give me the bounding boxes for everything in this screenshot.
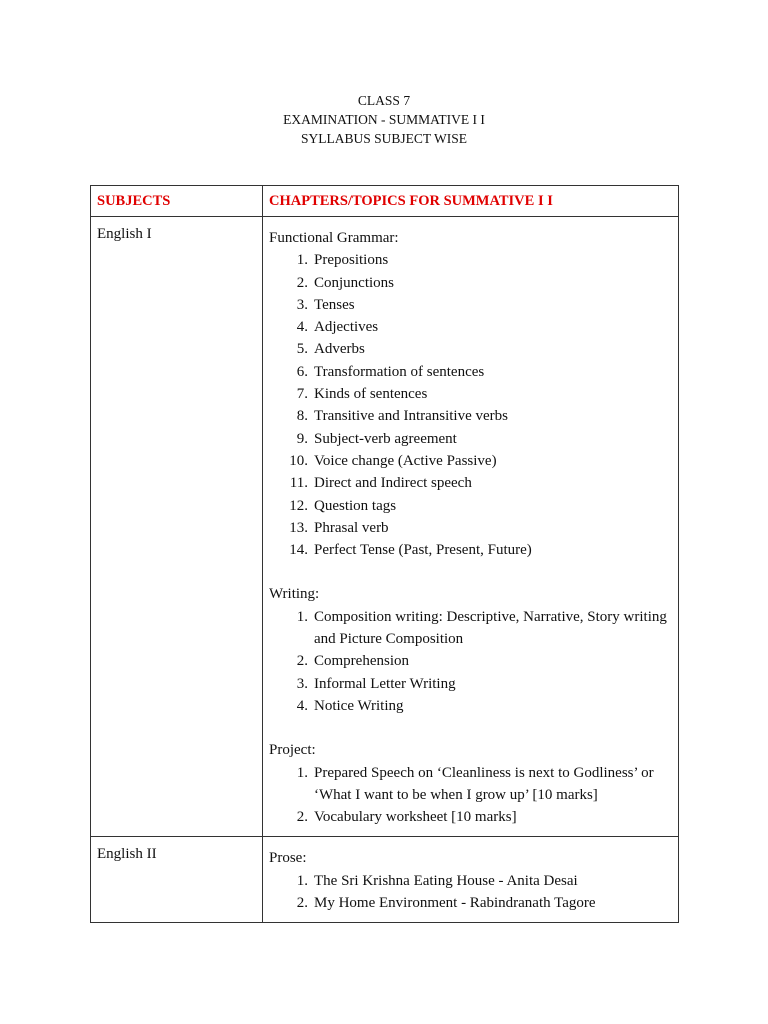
item-number: 1. [296, 252, 308, 269]
list-item [269, 673, 678, 695]
item-text: Voice change (Active Passive) [314, 452, 497, 469]
list-item [269, 405, 678, 427]
item-text: Composition writing: Descriptive, Narrative, Story writing and Picture Composition [314, 608, 667, 648]
section-title: Prose: [269, 850, 307, 867]
item-text: Vocabulary worksheet [10 marks] [314, 809, 517, 826]
list-item [269, 517, 678, 539]
item-text: Adverbs [314, 341, 365, 358]
subject-cell: English II [91, 837, 263, 923]
item-text: Prepositions [314, 252, 389, 269]
list-item [269, 606, 678, 651]
section-title: Writing: [269, 586, 320, 603]
table-row [91, 837, 679, 923]
list-item [269, 361, 678, 383]
list-item [269, 695, 678, 717]
list-item [269, 338, 678, 360]
item-text: Informal Letter Writing [314, 675, 456, 692]
item-number: 2. [296, 895, 308, 912]
list-item [269, 870, 678, 892]
item-number: 6. [296, 363, 308, 380]
item-text: Conjunctions [314, 274, 395, 291]
item-number: 4. [296, 697, 308, 714]
item-text: Kinds of sentences [314, 386, 428, 403]
section-spacer [269, 561, 678, 583]
item-text: Notice Writing [314, 697, 404, 714]
list-item [269, 272, 678, 294]
item-number: 1. [296, 872, 308, 889]
item-number: 2. [296, 809, 308, 826]
item-number: 12. [289, 497, 308, 514]
subject-cell: English I [91, 217, 263, 837]
item-text: Question tags [314, 497, 397, 514]
table-header-row [91, 186, 679, 217]
list-item [269, 294, 678, 316]
topic-list [269, 762, 678, 829]
item-text: Transformation of sentences [314, 363, 485, 380]
topic-list [269, 606, 678, 717]
item-text: Direct and Indirect speech [314, 475, 472, 492]
list-item [269, 762, 678, 807]
syllabus-title: SYLLABUS SUBJECT WISE [300, 131, 468, 146]
list-item [269, 495, 678, 517]
list-item [269, 316, 678, 338]
topic-list [269, 249, 678, 561]
item-number: 10. [289, 452, 308, 469]
list-item [269, 539, 678, 561]
topics-column-header: CHAPTERS/TOPICS FOR SUMMATIVE I I [263, 186, 679, 217]
topics-cell [263, 217, 679, 837]
item-number: 5. [296, 341, 308, 358]
item-number: 2. [296, 274, 308, 291]
item-number: 14. [289, 542, 308, 559]
list-item [269, 383, 678, 405]
item-text: Phrasal verb [314, 519, 389, 536]
item-text: My Home Environment - Rabindranath Tagore [314, 895, 596, 912]
list-item [269, 249, 678, 271]
section-spacer [269, 717, 678, 739]
item-number: 4. [296, 319, 308, 336]
item-text: Adjectives [314, 319, 379, 336]
syllabus-table [90, 185, 679, 923]
item-number: 2. [296, 653, 308, 670]
item-number: 8. [296, 408, 308, 425]
item-number: 13. [289, 519, 308, 536]
subjects-column-header: SUBJECTS [91, 186, 263, 217]
item-text: Comprehension [314, 653, 409, 670]
item-text: Transitive and Intransitive verbs [314, 408, 508, 425]
item-number: 9. [296, 430, 308, 447]
item-text: Prepared Speech on ‘Cleanliness is next to Godliness’ or ‘What I want to be when I grow up’ [10 marks] [314, 764, 654, 803]
item-text: The Sri Krishna Eating House - Anita Desai [314, 872, 578, 889]
list-item [269, 450, 678, 472]
item-number: 7. [296, 386, 308, 403]
class-title: CLASS 7 [357, 93, 411, 108]
list-item [269, 650, 678, 672]
document-header [0, 91, 768, 148]
exam-title: EXAMINATION - SUMMATIVE I I [283, 112, 485, 127]
item-number: 3. [296, 296, 308, 313]
list-item [269, 428, 678, 450]
topic-list [269, 870, 678, 915]
list-item [269, 892, 678, 914]
table-row [91, 217, 679, 837]
section-title: Functional Grammar: [269, 230, 399, 246]
item-number: 3. [296, 675, 308, 692]
item-text: Tenses [314, 296, 355, 313]
list-item [269, 806, 678, 828]
item-number: 1. [296, 764, 308, 781]
item-text: Subject-verb agreement [314, 430, 457, 447]
section-title: Project: [269, 742, 316, 759]
item-text: Perfect Tense (Past, Present, Future) [314, 542, 532, 559]
item-number: 11. [289, 475, 308, 492]
topics-cell [263, 837, 679, 923]
item-number: 1. [296, 608, 308, 625]
list-item [269, 472, 678, 494]
